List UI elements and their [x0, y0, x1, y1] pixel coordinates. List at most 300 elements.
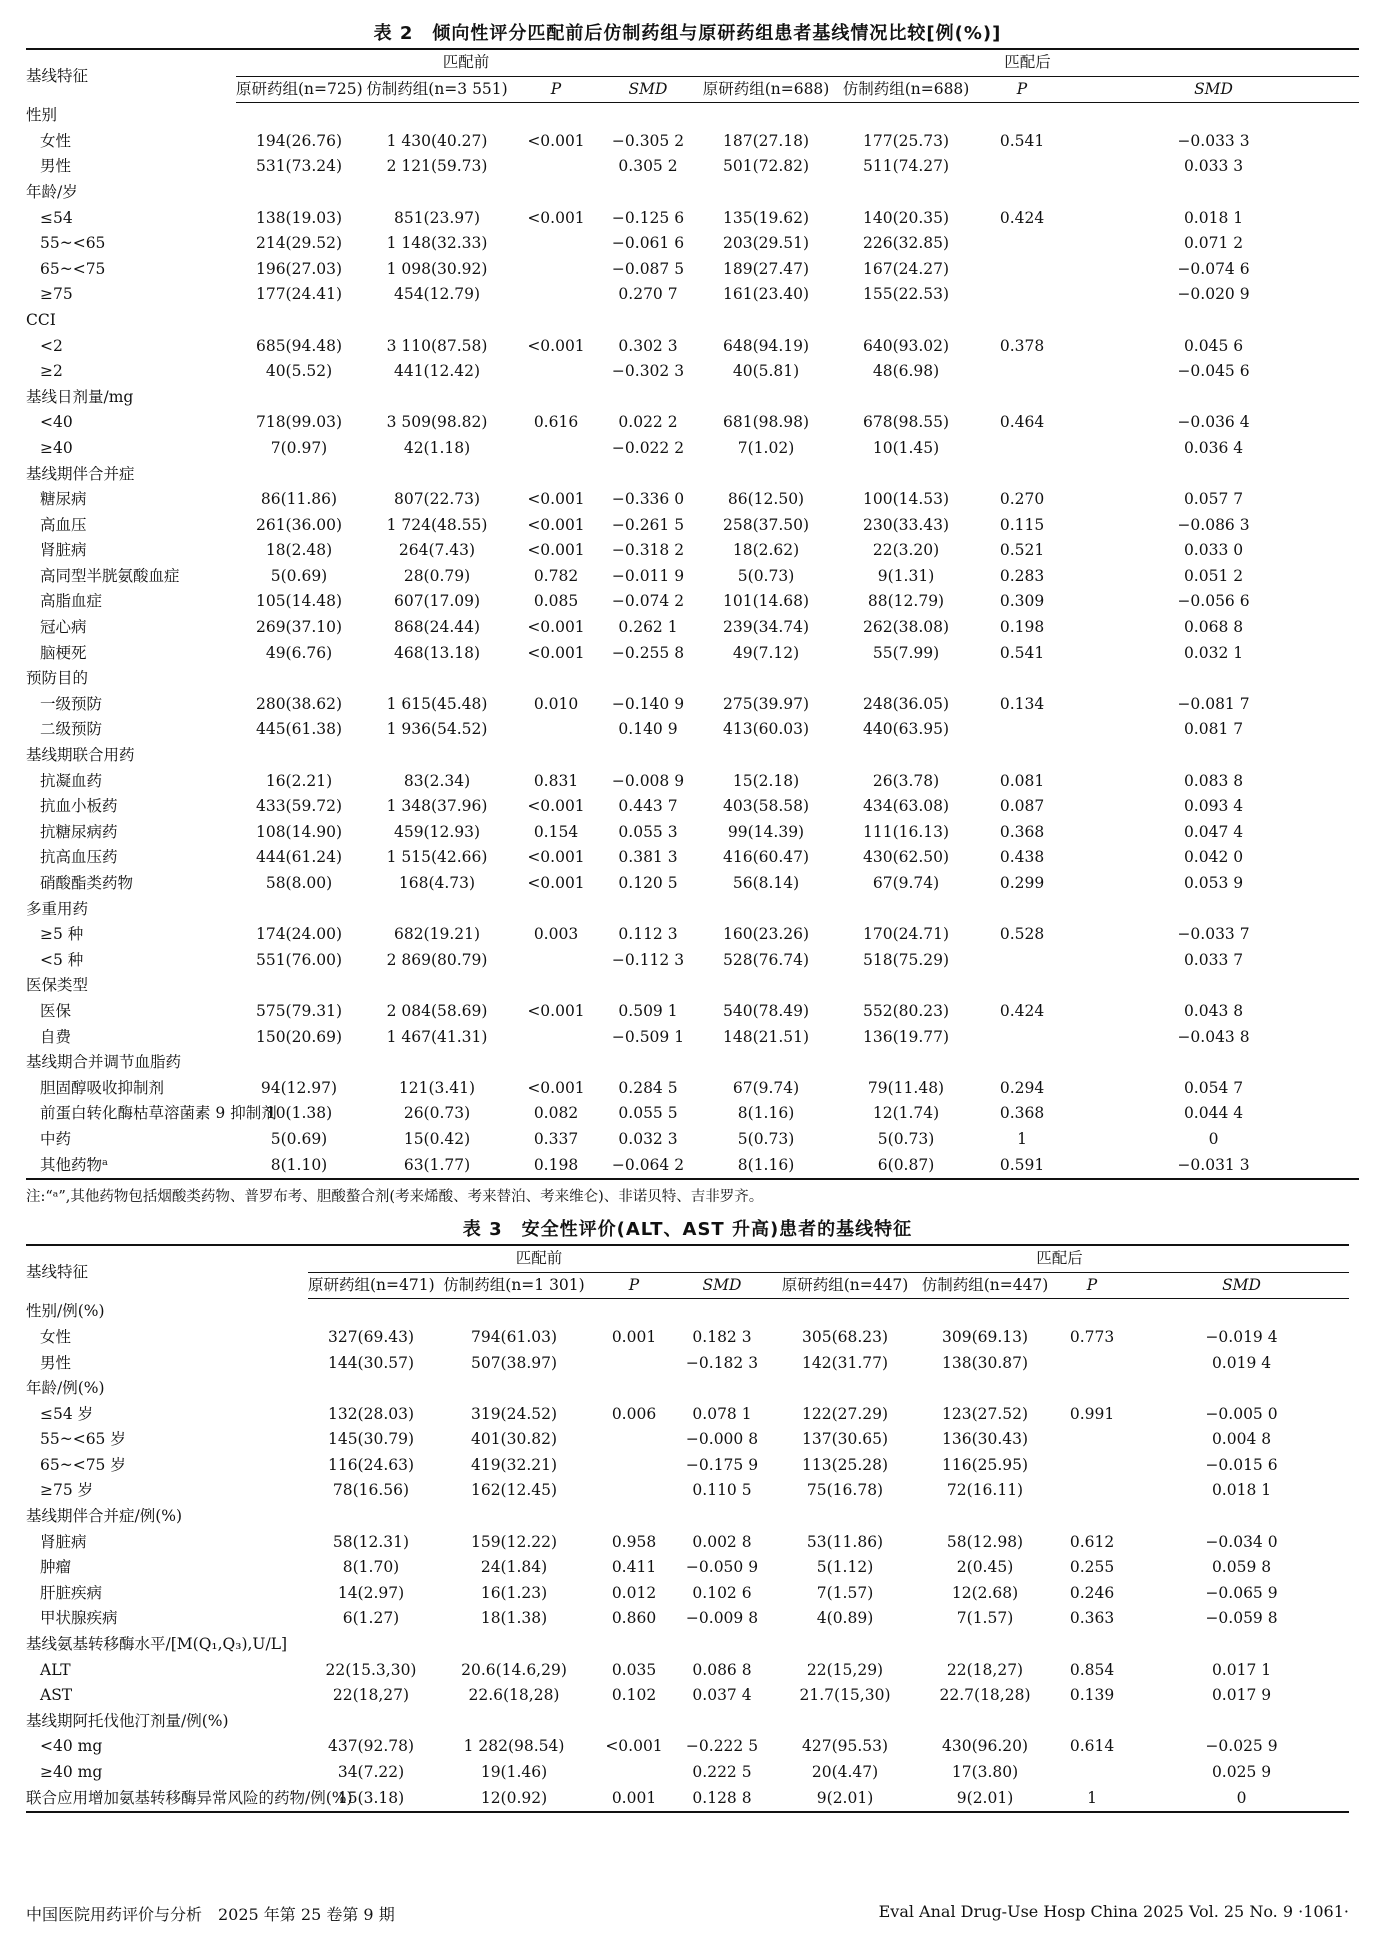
- table-cell: 1 430(40.27): [386, 131, 488, 150]
- table-cell: 419(32.21): [470, 1455, 558, 1474]
- table-cell: [1050, 1632, 1134, 1658]
- table-group-row: [26, 1050, 1359, 1076]
- table-cell: [600, 973, 696, 999]
- table-cell: [976, 257, 1068, 283]
- table-cell: [770, 1504, 920, 1530]
- table-cell: 507(38.97): [470, 1353, 558, 1372]
- table-cell: <0.001: [527, 1078, 585, 1097]
- table-cell: 0.246: [1069, 1583, 1115, 1602]
- table-cell: 427(95.53): [801, 1737, 889, 1756]
- table-cell: [976, 717, 1068, 743]
- row-label: 多重用药: [26, 899, 89, 918]
- table-cell: [362, 666, 512, 692]
- table-cell: −0.045 6: [1177, 362, 1250, 381]
- table-cell: 58(12.31): [332, 1532, 410, 1551]
- table-cell: [1068, 743, 1359, 769]
- table-group-row: [26, 1376, 1349, 1402]
- row-label: 基线期伴合并症: [26, 464, 135, 483]
- table-cell: −0.140 9: [611, 694, 685, 713]
- row-label: ≥40 mg: [40, 1763, 103, 1781]
- table-cell: 155(22.53): [862, 285, 950, 304]
- row-label: 前蛋白转化酶枯草溶菌素 9 抑制剂: [40, 1104, 277, 1123]
- table3-header-before: 匹配前: [308, 1245, 770, 1272]
- row-label: CCI: [26, 310, 56, 329]
- table-row: [26, 589, 1359, 615]
- table-cell: 0.591: [976, 1153, 1068, 1180]
- table-cell: 0: [1134, 1786, 1349, 1813]
- table-cell: 0.078 1: [692, 1404, 752, 1423]
- table-cell: 0.003: [533, 925, 579, 944]
- table-cell: 0.036 4: [1183, 438, 1244, 457]
- table-cell: <0.001: [527, 618, 585, 637]
- table-cell: [594, 1351, 674, 1377]
- table-cell: [674, 1376, 770, 1402]
- table-cell: 0.059 8: [1211, 1558, 1272, 1577]
- table-cell: [512, 385, 600, 411]
- table-cell: <0.001: [527, 541, 585, 560]
- table-cell: 1 936(54.52): [386, 720, 488, 739]
- table-cell: [512, 462, 600, 488]
- table-cell: 0.033 3: [1183, 157, 1244, 176]
- table-cell: 142(31.77): [801, 1353, 889, 1372]
- page: [26, 20, 1349, 1813]
- table-cell: [836, 385, 976, 411]
- table3-caption: 表 3 安全性评价(ALT、AST 升高)患者的基线特征: [462, 1219, 913, 1241]
- table-cell: [512, 743, 600, 769]
- table-cell: −0.509 1: [611, 1027, 685, 1046]
- table-cell: 0.509 1: [618, 1001, 678, 1020]
- table-cell: 0.042 0: [1183, 848, 1244, 867]
- table-cell: −0.020 9: [1177, 285, 1250, 304]
- table-cell: 0.120 5: [618, 874, 678, 892]
- table-cell: [434, 1709, 594, 1735]
- row-label: 高同型半胱氨酸血症: [40, 566, 180, 585]
- table-cell: [696, 103, 836, 129]
- row-label: ≥2: [40, 362, 63, 381]
- table-cell: −0.318 2: [611, 541, 685, 560]
- table-cell: 196(27.03): [255, 259, 343, 278]
- table-cell: 0.054 7: [1183, 1078, 1244, 1097]
- row-label: AST: [40, 1686, 73, 1705]
- table-cell: 319(24.52): [470, 1404, 558, 1423]
- table-cell: 18(1.38): [480, 1609, 548, 1628]
- table-cell: [976, 1025, 1068, 1051]
- table-cell: 100(14.53): [862, 490, 950, 509]
- table-cell: 0.134: [999, 694, 1045, 713]
- table-cell: 1 615(45.48): [386, 694, 488, 713]
- row-label: 联合应用增加氨基转移酶异常风险的药物/例(%): [26, 1786, 308, 1813]
- row-label: 自费: [40, 1027, 72, 1046]
- table-cell: 1 724(48.55): [386, 515, 488, 534]
- table-cell: 121(3.41): [398, 1078, 476, 1097]
- table-row: [26, 1153, 1359, 1180]
- table-cell: 0.991: [1069, 1404, 1115, 1423]
- table-cell: 0.154: [533, 822, 579, 841]
- table-cell: 444(61.24): [255, 848, 343, 867]
- table-row: [26, 1325, 1349, 1351]
- row-label: 55~<65 岁: [40, 1430, 126, 1449]
- table-cell: 468(13.18): [393, 643, 481, 662]
- table-cell: 18(2.48): [265, 541, 333, 560]
- table-cell: 0.001: [611, 1327, 657, 1346]
- table-group-row: [26, 385, 1359, 411]
- table-cell: 42(1.18): [403, 438, 471, 457]
- table-cell: 3 509(98.82): [386, 413, 488, 432]
- table2-subheader: SMD: [600, 76, 696, 103]
- table-cell: −0.081 7: [1177, 694, 1250, 713]
- table-cell: <0.001: [605, 1737, 663, 1756]
- table-cell: 67(9.74): [872, 874, 940, 892]
- table3-subheader: 原研药组(n=471): [308, 1272, 434, 1299]
- table-cell: 0.443 7: [618, 797, 678, 816]
- table-cell: 49(6.76): [265, 643, 333, 662]
- table-cell: 2(0.45): [956, 1558, 1014, 1577]
- table-cell: 607(17.09): [393, 592, 481, 611]
- table-cell: 20.6(14.6,29): [461, 1660, 567, 1679]
- table-cell: [1050, 1453, 1134, 1479]
- table-cell: [674, 1632, 770, 1658]
- table-cell: 9(2.01): [770, 1786, 920, 1813]
- table-cell: 640(93.02): [862, 336, 950, 355]
- row-label: 肾脏病: [40, 1532, 87, 1551]
- table-cell: <0.001: [527, 490, 585, 509]
- table2-subheader: P: [976, 76, 1068, 103]
- table-cell: [512, 948, 600, 974]
- table-cell: 0.037 4: [692, 1686, 752, 1705]
- table-cell: 0.043 8: [1183, 1001, 1244, 1020]
- table-cell: [976, 180, 1068, 206]
- table-cell: 17(3.80): [951, 1763, 1019, 1781]
- table-cell: [512, 717, 600, 743]
- row-label: 抗血小板药: [40, 797, 118, 816]
- table-row: [26, 1478, 1349, 1504]
- table-cell: <0.001: [527, 643, 585, 662]
- table-row: [26, 1351, 1349, 1377]
- table-cell: −0.022 2: [611, 438, 685, 457]
- table-cell: 258(37.50): [722, 515, 810, 534]
- table-cell: [770, 1376, 920, 1402]
- table-cell: [594, 1427, 674, 1453]
- table-cell: [1068, 1050, 1359, 1076]
- table-cell: [594, 1760, 674, 1786]
- table-cell: [512, 1050, 600, 1076]
- table-cell: [1134, 1709, 1349, 1735]
- table-cell: 7(1.57): [816, 1583, 874, 1602]
- page-footer: [26, 1902, 1349, 1925]
- table-cell: 0.255: [1069, 1558, 1115, 1577]
- table-cell: [594, 1632, 674, 1658]
- table-row: [26, 1427, 1349, 1453]
- table-cell: [976, 282, 1068, 308]
- table-cell: [770, 1709, 920, 1735]
- row-label: 65~<75: [40, 259, 106, 278]
- table-cell: 2 869(80.79): [386, 950, 488, 969]
- table-row: [26, 845, 1359, 871]
- table-cell: 101(14.68): [722, 592, 810, 611]
- table-cell: 0.083 8: [1183, 771, 1244, 790]
- table-cell: 108(14.90): [255, 822, 343, 841]
- row-label: ≤54 岁: [40, 1404, 94, 1423]
- table-cell: [512, 1025, 600, 1051]
- table-cell: 75(16.78): [806, 1481, 884, 1500]
- table-cell: 0.378: [999, 336, 1045, 355]
- table3-subheader: 原研药组(n=447): [770, 1272, 920, 1299]
- row-label: <5 种: [40, 950, 84, 969]
- table2-subheader: SMD: [1068, 76, 1359, 103]
- table-cell: 0.053 9: [1183, 874, 1244, 892]
- table-row: [26, 948, 1359, 974]
- table-cell: 434(63.08): [862, 797, 950, 816]
- table-cell: [308, 1504, 434, 1530]
- table-cell: 8(1.16): [696, 1153, 836, 1180]
- table-cell: −0.182 3: [685, 1353, 759, 1372]
- table-cell: [512, 231, 600, 257]
- table-group-row: [26, 1504, 1349, 1530]
- table-row: [26, 922, 1359, 948]
- table-cell: 7(1.02): [737, 438, 795, 457]
- table-row: [26, 129, 1359, 155]
- table-group-row: [26, 180, 1359, 206]
- table-cell: −0.065 9: [1205, 1583, 1278, 1602]
- table-cell: 58(12.98): [946, 1532, 1024, 1551]
- table-cell: [1068, 666, 1359, 692]
- table-cell: [600, 103, 696, 129]
- row-label: 糖尿病: [40, 490, 87, 509]
- table-cell: [1050, 1504, 1134, 1530]
- row-label: ≥75: [40, 285, 73, 304]
- table-cell: [920, 1504, 1050, 1530]
- table-cell: 122(27.29): [801, 1404, 889, 1423]
- table3-header-characteristic: 基线特征: [26, 1245, 308, 1299]
- table-cell: [600, 1050, 696, 1076]
- table-cell: 0.068 8: [1183, 618, 1244, 637]
- table-cell: [696, 462, 836, 488]
- table-cell: 0.262 1: [618, 618, 678, 637]
- table-cell: 94(12.97): [260, 1078, 338, 1097]
- table-cell: [600, 897, 696, 923]
- table-cell: 0.309: [999, 592, 1045, 611]
- table-cell: 269(37.10): [255, 618, 343, 637]
- table-cell: 0.284 5: [618, 1078, 678, 1097]
- table-row: [26, 717, 1359, 743]
- table-cell: 262(38.08): [862, 618, 950, 637]
- table-cell: [976, 948, 1068, 974]
- table-cell: 0.528: [999, 925, 1045, 944]
- table-cell: 0.102: [611, 1686, 657, 1705]
- table-cell: [236, 897, 362, 923]
- table-cell: 275(39.97): [722, 694, 810, 713]
- table-cell: −0.011 9: [611, 566, 685, 585]
- table-cell: −0.033 3: [1177, 131, 1250, 150]
- table-cell: 8(1.16): [737, 1104, 795, 1123]
- table-cell: 10(1.38): [265, 1104, 333, 1123]
- table-row: [26, 1606, 1349, 1632]
- table-cell: [1068, 385, 1359, 411]
- table-cell: [434, 1376, 594, 1402]
- table2-note: 注:“ᵃ”,其他药物包括烟酸类药物、普罗布考、胆酸螯合剂(考来烯酸、考来替泊、考来维仑)、非诺贝特、吉非罗齐。: [26, 1189, 764, 1206]
- table-cell: <0.001: [527, 336, 585, 355]
- table-cell: [770, 1632, 920, 1658]
- table-cell: [920, 1632, 1050, 1658]
- table-cell: −0.086 3: [1177, 515, 1250, 534]
- row-label: <40: [40, 413, 73, 432]
- table-row: [26, 513, 1359, 539]
- table-cell: 0.112 3: [618, 925, 678, 944]
- table-cell: 144(30.57): [327, 1353, 415, 1372]
- table-cell: [434, 1299, 594, 1325]
- table-row: [26, 436, 1359, 462]
- table-cell: 168(4.73): [398, 874, 476, 892]
- table-cell: 5(0.69): [270, 1129, 328, 1148]
- table-cell: [976, 973, 1068, 999]
- table-cell: [1068, 462, 1359, 488]
- table-cell: [594, 1299, 674, 1325]
- table-cell: 531(73.24): [255, 157, 343, 176]
- table-cell: 20(4.47): [811, 1763, 879, 1781]
- table-cell: 1 467(41.31): [386, 1027, 488, 1046]
- table-cell: [1068, 897, 1359, 923]
- table-cell: 403(58.58): [722, 797, 810, 816]
- table-cell: 230(33.43): [862, 515, 950, 534]
- table-cell: 0.782: [533, 566, 579, 585]
- table-cell: 0.032 1: [1183, 643, 1244, 662]
- table-cell: 718(99.03): [255, 413, 343, 432]
- table-row: [26, 769, 1359, 795]
- row-label: <2: [40, 336, 63, 355]
- table-cell: 28(0.79): [403, 566, 471, 585]
- table-cell: [976, 462, 1068, 488]
- table-cell: 161(23.40): [722, 285, 810, 304]
- table-cell: 0.860: [611, 1609, 657, 1628]
- table-cell: [362, 180, 512, 206]
- table-cell: 0.002 8: [692, 1532, 752, 1551]
- table-cell: 0.198: [512, 1153, 600, 1180]
- table-cell: [696, 385, 836, 411]
- table-cell: 0.032 3: [618, 1129, 678, 1148]
- table-cell: −0.025 9: [1205, 1737, 1278, 1756]
- table-cell: [236, 308, 362, 334]
- table-cell: [236, 180, 362, 206]
- table-cell: 0.082: [533, 1104, 579, 1123]
- row-label: 预防目的: [26, 669, 89, 688]
- table-cell: 9(2.01): [920, 1786, 1050, 1813]
- table-cell: 0.381 3: [618, 848, 678, 867]
- row-label: 55~<65: [40, 234, 106, 253]
- table-cell: 0.958: [611, 1532, 657, 1551]
- table-cell: [976, 436, 1068, 462]
- table-cell: [308, 1709, 434, 1735]
- table-cell: 501(72.82): [722, 157, 810, 176]
- table-cell: [920, 1299, 1050, 1325]
- table-cell: 0.115: [999, 515, 1045, 534]
- table-cell: 239(34.74): [722, 618, 810, 637]
- table-cell: 0.093 4: [1183, 797, 1244, 816]
- table-group-row: [26, 308, 1359, 334]
- table-cell: −0.036 4: [1177, 413, 1250, 432]
- table-row: [26, 231, 1359, 257]
- table-cell: [512, 897, 600, 923]
- table-cell: <0.001: [527, 515, 585, 534]
- table-cell: [976, 743, 1068, 769]
- table-cell: 22.6(18,28): [468, 1686, 560, 1705]
- table-cell: 868(24.44): [393, 618, 481, 637]
- table-cell: 167(24.27): [862, 259, 950, 278]
- table-cell: [236, 103, 362, 129]
- table-cell: 0.128 8: [674, 1786, 770, 1813]
- table-cell: 433(59.72): [255, 797, 343, 816]
- footer-journal-en: Eval Anal Drug-Use Hosp China 2025 Vol. 25 No. 9 ·1061·: [878, 1902, 1349, 1921]
- row-label: 胆固醇吸收抑制剂: [40, 1078, 165, 1097]
- table-row: [26, 999, 1359, 1025]
- row-label: 抗高血压药: [40, 848, 118, 867]
- table-cell: 5(0.73): [737, 566, 795, 585]
- table-cell: [976, 359, 1068, 385]
- table-cell: [1050, 1478, 1134, 1504]
- table-row: [26, 794, 1359, 820]
- row-label: 中药: [40, 1129, 72, 1148]
- table-row: [26, 1101, 1359, 1127]
- table-cell: 3 110(87.58): [386, 336, 488, 355]
- table-row: [26, 1127, 1359, 1153]
- table-cell: 226(32.85): [862, 234, 950, 253]
- table-row: [26, 1402, 1349, 1428]
- table-cell: 83(2.34): [403, 771, 471, 790]
- table-cell: 145(30.79): [327, 1430, 415, 1449]
- table-cell: [308, 1376, 434, 1402]
- table-cell: 140(20.35): [862, 208, 950, 227]
- table-cell: 5(0.73): [877, 1129, 935, 1148]
- table-cell: [594, 1709, 674, 1735]
- table-cell: 16(2.21): [265, 771, 333, 790]
- table-cell: 136(30.43): [941, 1430, 1029, 1449]
- table-cell: [1050, 1427, 1134, 1453]
- table-cell: [696, 666, 836, 692]
- table-cell: 0.541: [999, 643, 1045, 662]
- table-cell: [594, 1376, 674, 1402]
- table-cell: [770, 1299, 920, 1325]
- table-cell: 12(1.74): [872, 1104, 940, 1123]
- table-cell: 10(1.45): [872, 438, 940, 457]
- table-cell: 1: [1050, 1786, 1134, 1813]
- table-cell: 86(11.86): [260, 490, 338, 509]
- table2-header-before: 匹配前: [236, 49, 696, 76]
- table-cell: 0.368: [999, 822, 1045, 841]
- row-label: ALT: [40, 1660, 71, 1679]
- table2-subheader: 仿制药组(n=3 551): [362, 76, 512, 103]
- table-cell: 0.001: [594, 1786, 674, 1813]
- table-cell: <0.001: [527, 208, 585, 227]
- row-label: 女性: [40, 131, 72, 150]
- table-cell: [696, 897, 836, 923]
- table-cell: 0.035: [611, 1660, 657, 1679]
- table-cell: 0.541: [999, 131, 1045, 150]
- table-cell: −0.255 8: [611, 643, 685, 662]
- table-cell: 137(30.65): [801, 1430, 889, 1449]
- table-cell: 177(25.73): [862, 131, 950, 150]
- table-cell: 132(28.03): [327, 1404, 415, 1423]
- table-cell: [434, 1504, 594, 1530]
- table-cell: 0.086 8: [692, 1660, 752, 1679]
- table-cell: 111(16.13): [862, 822, 950, 841]
- table-cell: 0.025 9: [1211, 1763, 1272, 1781]
- table-cell: <0.001: [527, 797, 585, 816]
- table-cell: 8(1.10): [236, 1153, 362, 1180]
- table-cell: 53(11.86): [806, 1532, 884, 1551]
- table-cell: 48(6.98): [872, 362, 940, 381]
- table-cell: [512, 154, 600, 180]
- table-cell: [836, 897, 976, 923]
- table-row: [26, 641, 1359, 667]
